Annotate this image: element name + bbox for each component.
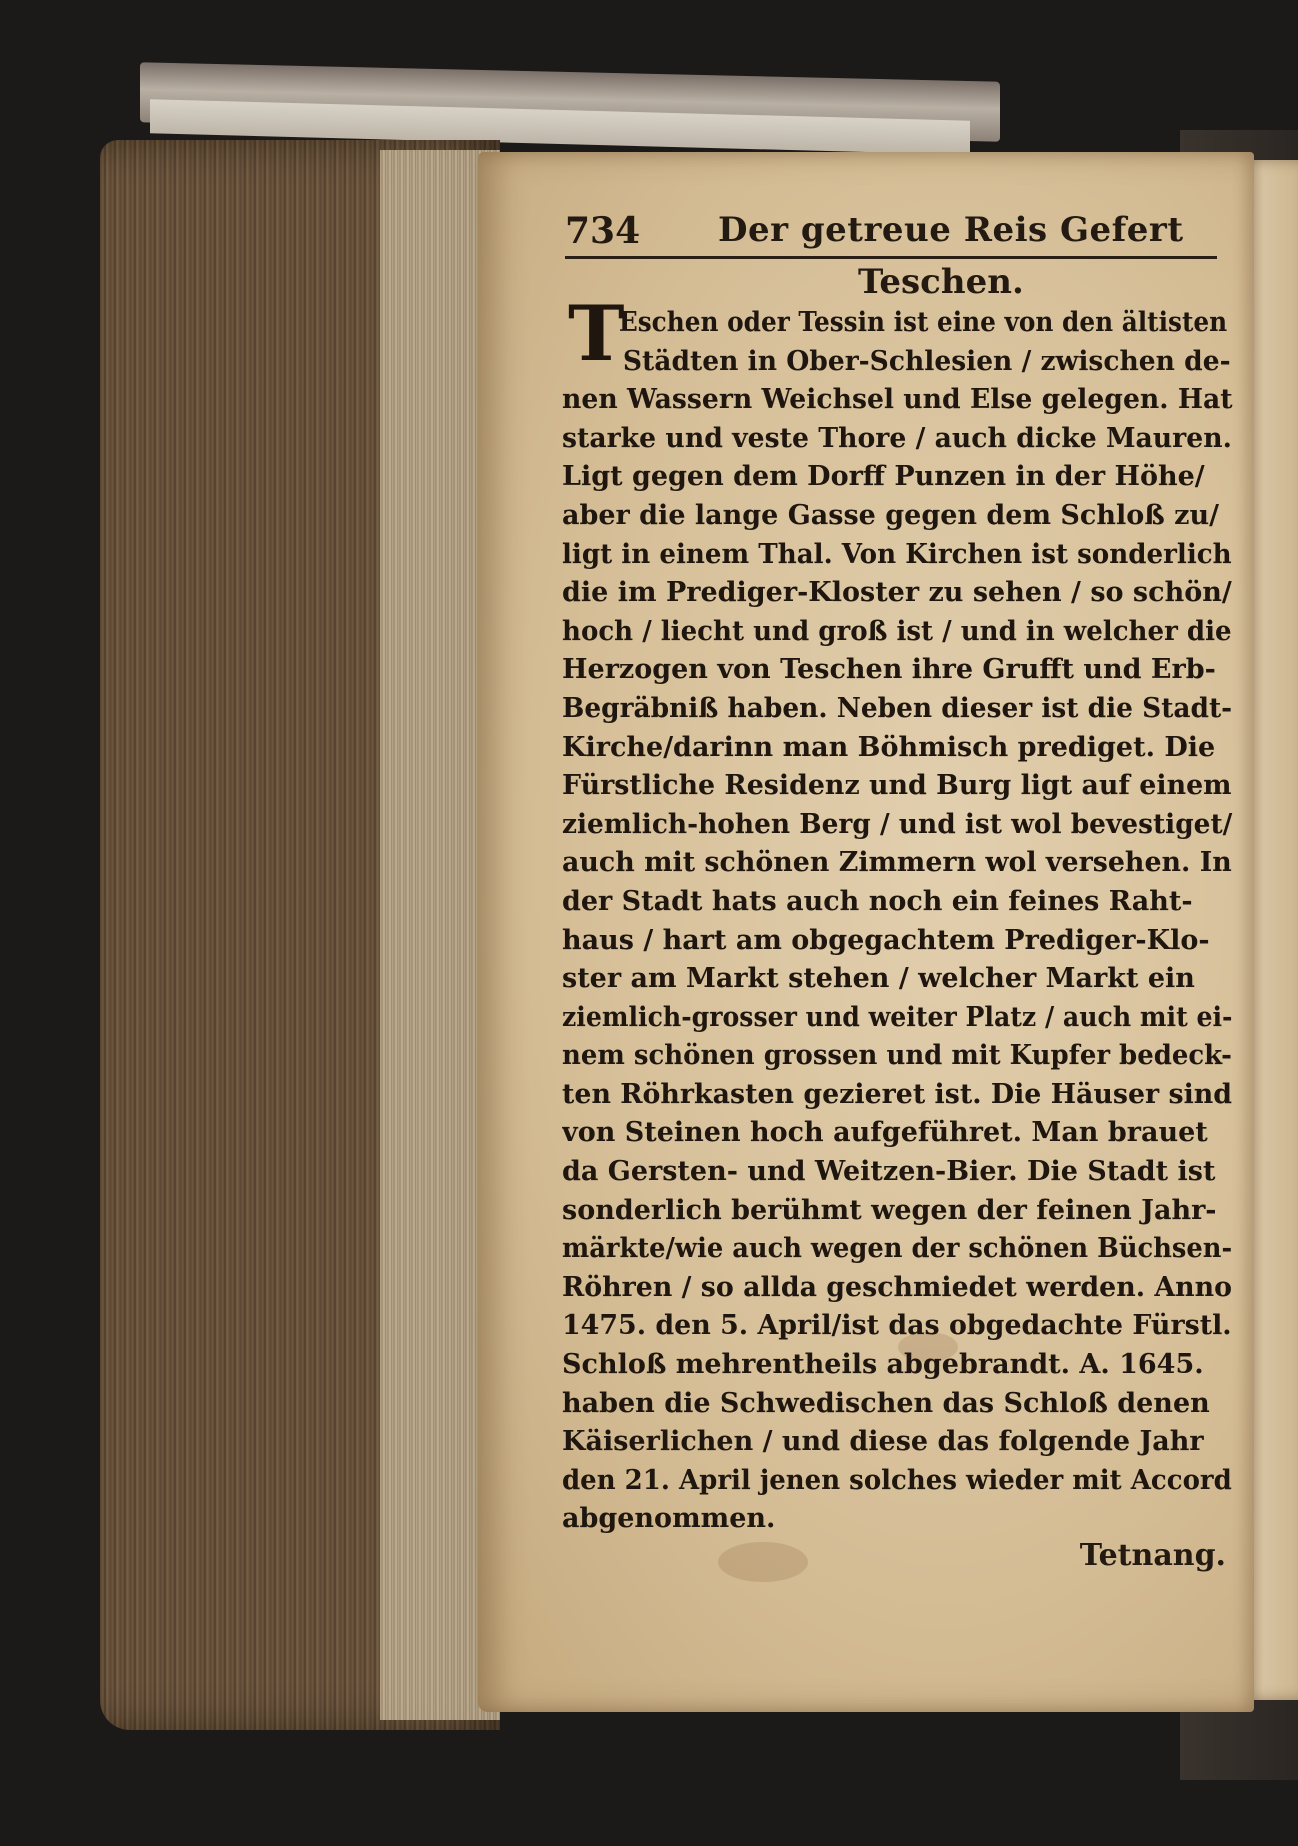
- text-line: märkte/wie auch wegen der schönen Büchsen-: [562, 1233, 1233, 1265]
- text-line: ziemlich-hohen Berg / und ist wol bevestiget/: [562, 808, 1233, 840]
- text-line: sonderlich berühmt wegen der feinen Jahr-: [562, 1194, 1217, 1226]
- text-line: Eschen oder Tessin ist eine von den ältisten: [618, 307, 1228, 338]
- text-line: auch mit schönen Zimmern wol versehen. In: [562, 847, 1232, 879]
- running-head: Der getreue Reis Gefert: [718, 210, 1184, 250]
- text-line: aber die lange Gasse gegen dem Schloß zu/: [562, 499, 1220, 531]
- text-line: haben die Schwedischen das Schloß denen: [562, 1387, 1210, 1419]
- text-line: ster am Markt stehen / welcher Markt ein: [562, 963, 1195, 995]
- text-line: abgenommen.: [562, 1503, 776, 1535]
- text-line: Käiserlichen / und diese das folgende Jahr: [562, 1426, 1204, 1458]
- text-line: da Gersten- und Weitzen-Bier. Die Stadt ist: [562, 1156, 1216, 1188]
- text-line: haus / hart am obgegachtem Prediger-Klo-: [562, 924, 1210, 956]
- text-line: starke und veste Thore / auch dicke Mauren.: [562, 422, 1232, 454]
- text-line: nen Wassern Weichsel und Else gelegen. Hat: [562, 384, 1233, 416]
- text-line: Herzogen von Teschen ihre Grufft und Erb-: [562, 654, 1216, 686]
- text-line: ziemlich-grosser und weiter Platz / auch mit ei-: [562, 1001, 1233, 1033]
- text-line: Kirche/darinn man Böhmisch prediget. Die: [562, 731, 1216, 763]
- header-rule: [565, 256, 1217, 259]
- page-number: 734: [565, 210, 641, 252]
- catchword: Tetnang.: [1079, 1538, 1226, 1573]
- text-line: Städten in Ober-Schlesien / zwischen de-: [622, 345, 1231, 377]
- body-text: [562, 304, 1232, 1539]
- text-line: Schloß mehrentheils abgebrandt. A. 1645.: [562, 1349, 1204, 1381]
- text-line: die im Prediger-Kloster zu sehen / so schön/: [562, 577, 1232, 609]
- text-line: Ligt gegen dem Dorff Punzen in der Höhe/: [562, 461, 1205, 493]
- text-line: ten Röhrkasten gezieret ist. Die Häuser sind: [562, 1078, 1233, 1110]
- text-line: nem schönen grossen und mit Kupfer bedeck-: [562, 1040, 1232, 1072]
- text-line: Röhren / so allda geschmiedet werden. Anno: [562, 1271, 1233, 1303]
- text-line: ligt in einem Thal. Von Kirchen ist sonderlich: [562, 538, 1232, 570]
- text-line: der Stadt hats auch noch ein feines Raht-: [562, 885, 1193, 917]
- text-line: den 21. April jenen solches wieder mit Accord: [562, 1464, 1232, 1496]
- paper-stain: [718, 1542, 808, 1582]
- text-line: von Steinen hoch aufgeführet. Man brauet: [562, 1117, 1208, 1149]
- text-line: hoch / liecht und groß ist / und in welcher die: [562, 615, 1232, 647]
- drop-cap: T: [568, 289, 625, 378]
- text-line: Begräbniß haben. Neben dieser ist die Stadt-: [562, 692, 1233, 724]
- text-line: 1475. den 5. April/ist das obgedachte Fürstl.: [562, 1310, 1232, 1342]
- section-title: Teschen.: [858, 262, 1024, 302]
- text-line: Fürstliche Residenz und Burg ligt auf einem: [562, 770, 1232, 802]
